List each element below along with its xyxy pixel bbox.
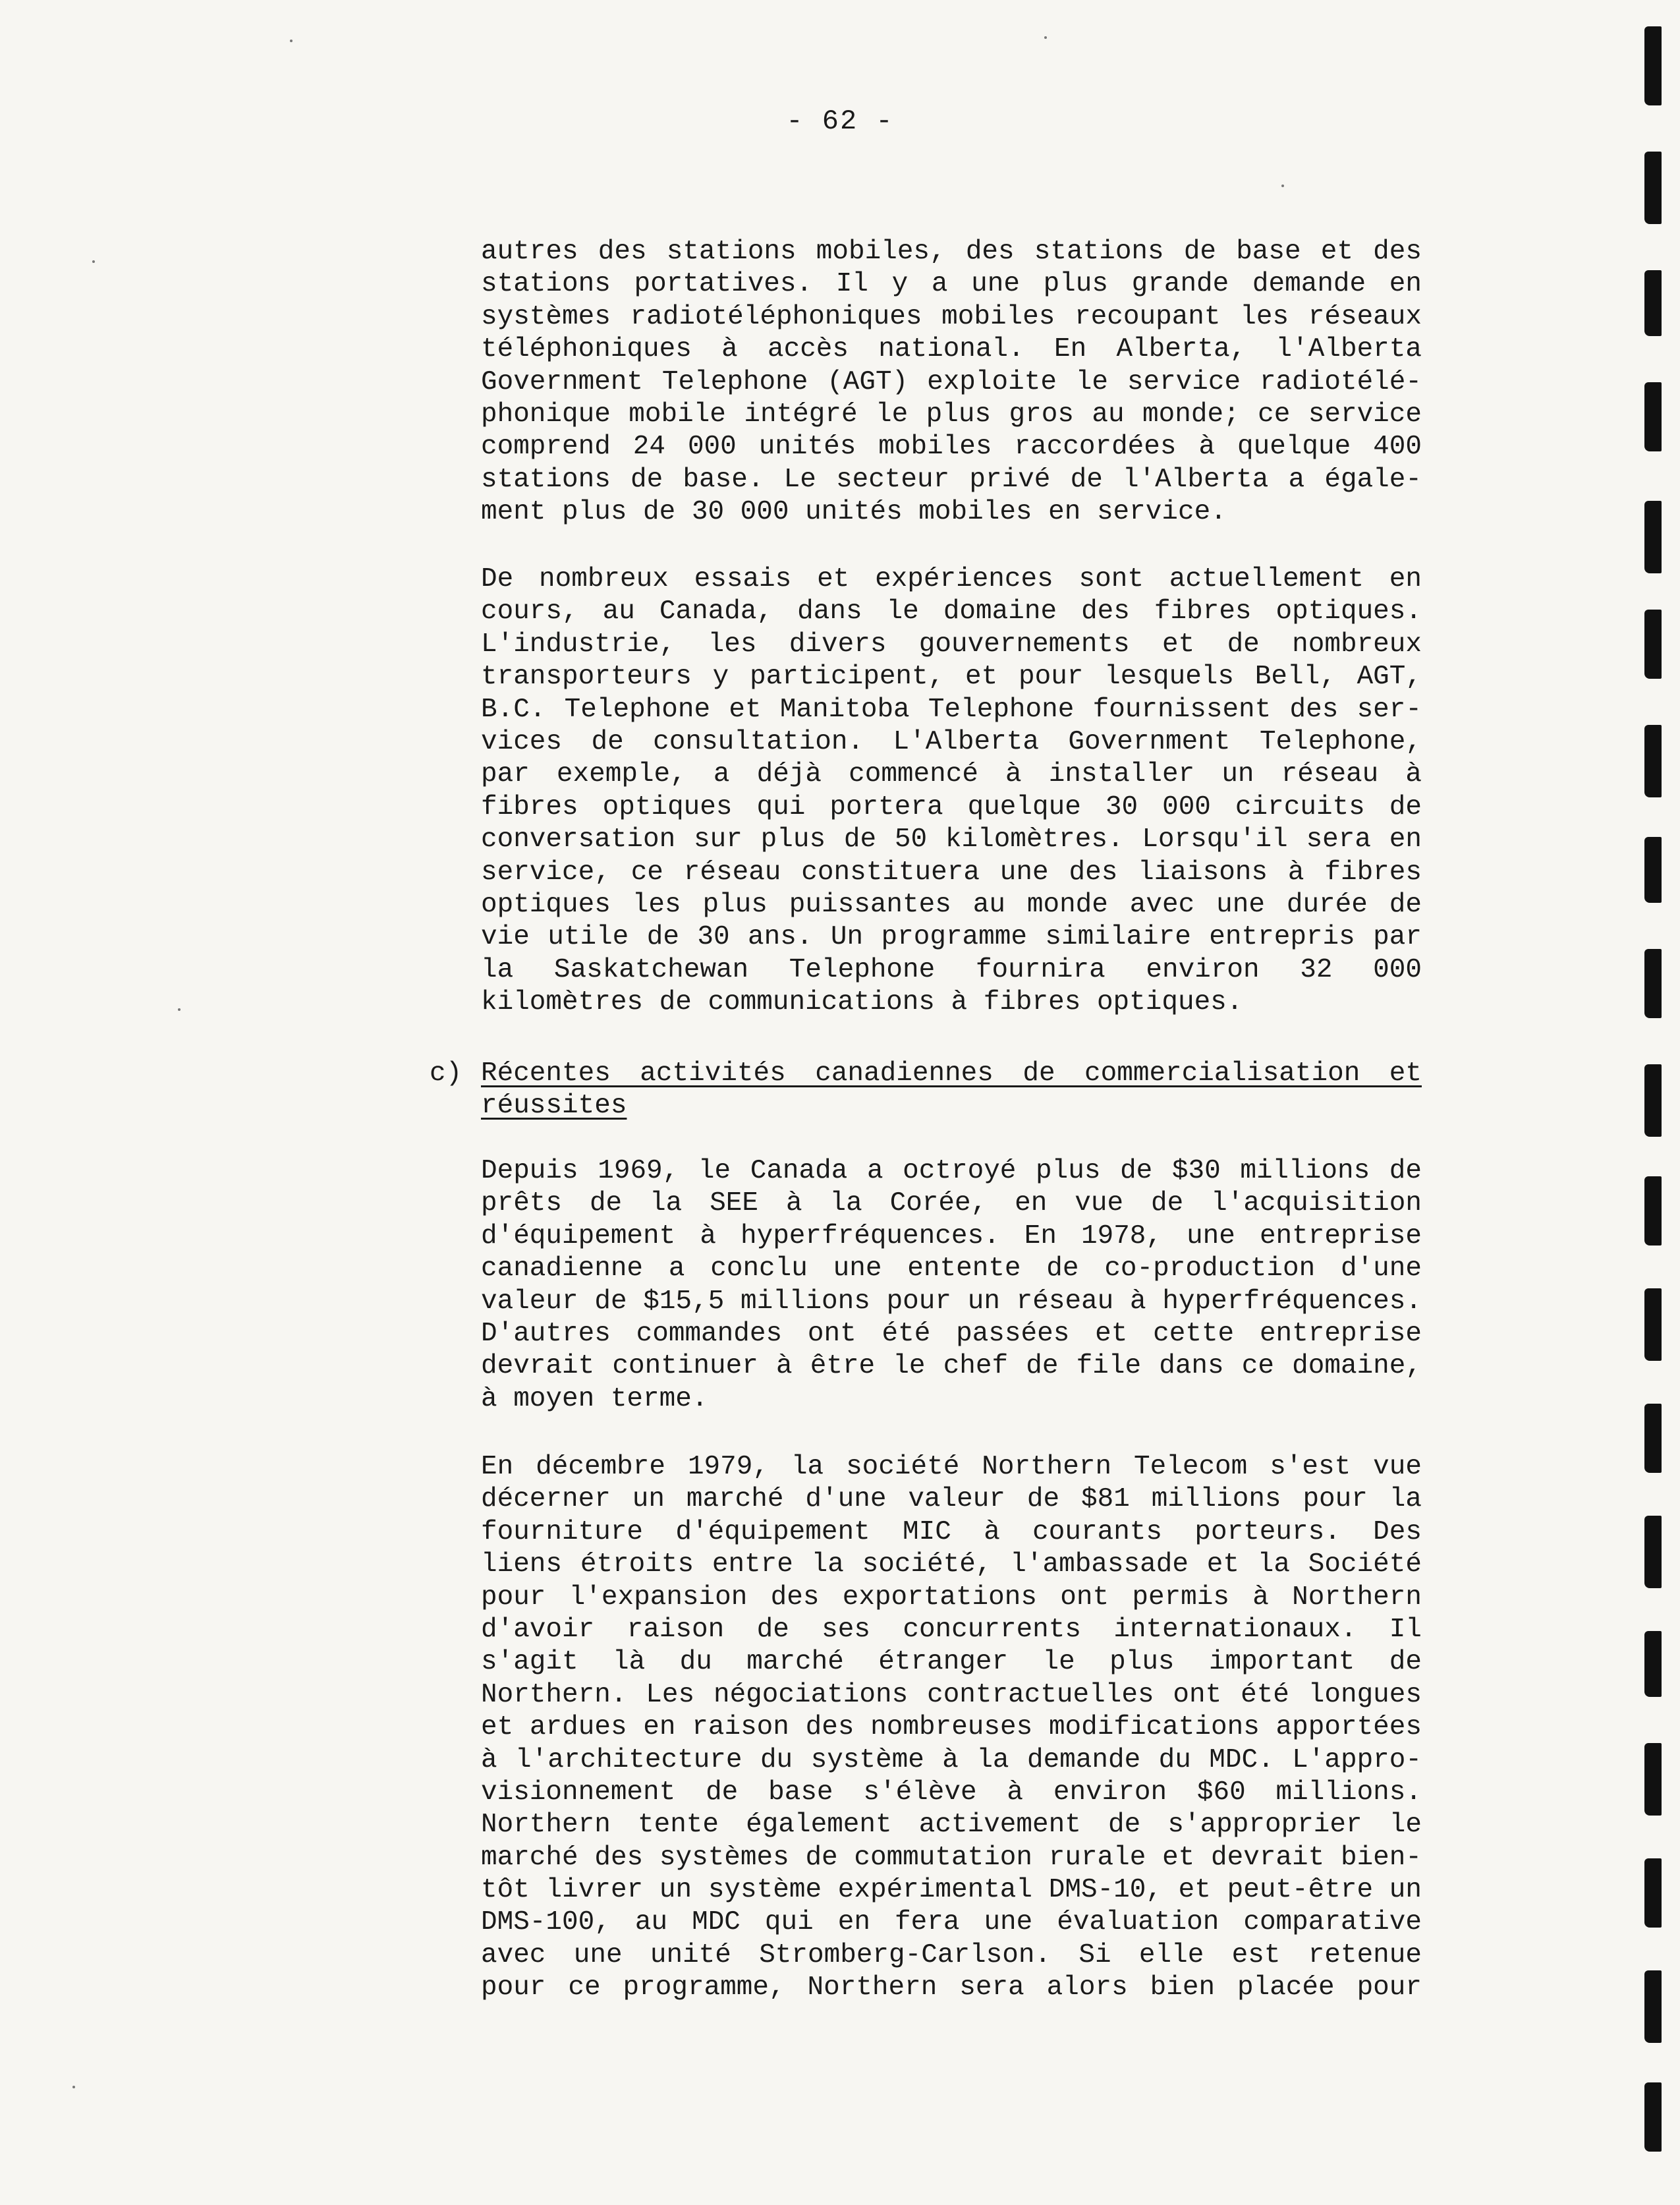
text-line: En décembre 1979, la société Northern Telecom s'est vue <box>481 1452 1422 1482</box>
text-line: par exemple, a déjà commencé à installer un réseau à <box>481 759 1422 790</box>
paragraph-coree <box>481 1155 1422 1416</box>
scan-mark <box>1644 270 1662 336</box>
text-line: pour ce programme, Northern sera alors bien placée pour <box>481 1972 1422 2003</box>
text-line: B.C. Telephone et Manitoba Telephone fournissent des ser- <box>481 694 1422 725</box>
text-line: marché des systèmes de commutation rurale et devrait bien- <box>481 1842 1422 1873</box>
text-line: décerner un marché d'une valeur de $81 millions pour la <box>481 1484 1422 1515</box>
scan-speck <box>1044 36 1047 39</box>
text-line: canadienne a conclu une entente de co-production d'une <box>481 1253 1422 1284</box>
text-line: d'avoir raison de ses concurrents internationaux. Il <box>481 1614 1422 1645</box>
scan-mark <box>1644 1743 1662 1816</box>
text-line: conversation sur plus de 50 kilomètres. Lorsqu'il sera en <box>481 824 1422 855</box>
scan-mark <box>1644 1516 1662 1588</box>
text-line: Government Telephone (AGT) exploite le service radiotélé- <box>481 366 1422 397</box>
text-line: phonique mobile intégré le plus gros au monde; ce service <box>481 399 1422 430</box>
text-line: téléphoniques à accès national. En Alberta, l'Alberta <box>481 334 1422 365</box>
text-line: autres des stations mobiles, des stations de base et des <box>481 237 1422 267</box>
scan-mark <box>1644 1288 1662 1361</box>
scan-mark <box>1644 1176 1662 1246</box>
text-line: cours, au Canada, dans le domaine des fibres optiques. <box>481 596 1422 627</box>
page-number: - 62 - <box>786 105 894 137</box>
scan-speck <box>72 2086 75 2088</box>
text-line: valeur de $15,5 millions pour un réseau à hyperfréquences. <box>481 1286 1422 1317</box>
text-line: d'équipement à hyperfréquences. En 1978, une entreprise <box>481 1220 1422 1251</box>
text-line: fourniture d'équipement MIC à courants porteurs. Des <box>481 1516 1422 1547</box>
text-line: devrait continuer à être le chef de file dans ce domaine, <box>481 1351 1422 1382</box>
scan-mark <box>1644 1858 1662 1928</box>
text-line: stations portatives. Il y a une plus grande demande en <box>481 269 1422 300</box>
text-line: ment plus de 30 000 unités mobiles en service. <box>481 497 1227 528</box>
text-line: transporteurs y participent, et pour lesquels Bell, AGT, <box>481 662 1422 693</box>
scan-speck <box>178 1008 181 1011</box>
scan-mark <box>1644 382 1662 451</box>
text-line: optiques les plus puissantes au monde avec une durée de <box>481 889 1422 920</box>
text-line: s'agit là du marché étranger le plus important de <box>481 1647 1422 1678</box>
scan-mark <box>1644 1631 1662 1697</box>
text-line: systèmes radiotéléphoniques mobiles recoupant les réseaux <box>481 301 1422 332</box>
text-line: prêts de la SEE à la Corée, en vue de l'acquisition <box>481 1188 1422 1219</box>
text-line: liens étroits entre la société, l'ambassade et la Société <box>481 1549 1422 1580</box>
text-line: fibres optiques qui portera quelque 30 000 circuits de <box>481 791 1422 822</box>
text-line: tôt livrer un système expérimental DMS-10, et peut-être un <box>481 1875 1422 1906</box>
paragraph-stations-mobiles <box>481 236 1422 529</box>
text-line: et ardues en raison des nombreuses modifications apportées <box>481 1712 1422 1743</box>
text-line: à moyen terme. <box>481 1383 708 1414</box>
section-heading <box>481 1058 1422 1123</box>
text-line: kilomètres de communications à fibres optiques. <box>481 987 1243 1018</box>
scan-mark <box>1644 1970 1662 2043</box>
text-line: DMS-100, au MDC qui en fera une évaluation comparative <box>481 1907 1422 1938</box>
scan-mark <box>1644 949 1662 1018</box>
scan-mark <box>1644 2082 1662 2152</box>
scan-speck <box>92 260 95 263</box>
text-line: visionnement de base s'élève à environ $60 millions. <box>481 1777 1422 1808</box>
scan-mark <box>1644 837 1662 903</box>
heading-line: Récentes activités canadiennes de commercialisation et <box>481 1058 1422 1089</box>
text-line: à l'architecture du système à la demande du MDC. L'appro- <box>481 1744 1422 1775</box>
scan-mark <box>1644 610 1662 679</box>
text-line: pour l'expansion des exportations ont permis à Northern <box>481 1582 1422 1613</box>
text-line: la Saskatchewan Telephone fournira environ 32 000 <box>481 954 1422 985</box>
text-line: Northern. Les négociations contractuelles ont été longues <box>481 1679 1422 1710</box>
section-marker: c) <box>430 1058 462 1089</box>
scan-speck <box>290 40 293 42</box>
text-line: Northern tente également activement de s'approprier le <box>481 1810 1422 1841</box>
scan-mark <box>1644 1404 1662 1473</box>
scan-mark <box>1644 26 1662 105</box>
scan-speck <box>1281 185 1284 187</box>
scan-mark <box>1644 725 1662 797</box>
text-line: L'industrie, les divers gouvernements et de nombreux <box>481 629 1422 660</box>
paragraph-fibres-optiques <box>481 563 1422 1019</box>
text-line: vices de consultation. L'Alberta Government Telephone, <box>481 726 1422 757</box>
text-line: vie utile de 30 ans. Un programme similaire entrepris par <box>481 922 1422 953</box>
text-line: stations de base. Le secteur privé de l'Alberta a égale- <box>481 464 1422 495</box>
scan-mark <box>1644 501 1662 573</box>
text-line: avec une unité Stromberg-Carlson. Si elle est retenue <box>481 1939 1422 1970</box>
paragraph-northern-telecom <box>481 1451 1422 2005</box>
scan-mark <box>1644 1064 1662 1137</box>
scan-binding-marks <box>1601 0 1680 2205</box>
text-line: comprend 24 000 unités mobiles raccordées à quelque 400 <box>481 432 1422 463</box>
text-line: D'autres commandes ont été passées et cette entreprise <box>481 1318 1422 1349</box>
text-line: Depuis 1969, le Canada a octroyé plus de $30 millions de <box>481 1156 1422 1186</box>
text-line: De nombreux essais et expériences sont actuellement en <box>481 564 1422 594</box>
scan-mark <box>1644 152 1662 224</box>
text-line: service, ce réseau constituera une des liaisons à fibres <box>481 857 1422 888</box>
heading-line: réussites <box>481 1091 627 1122</box>
